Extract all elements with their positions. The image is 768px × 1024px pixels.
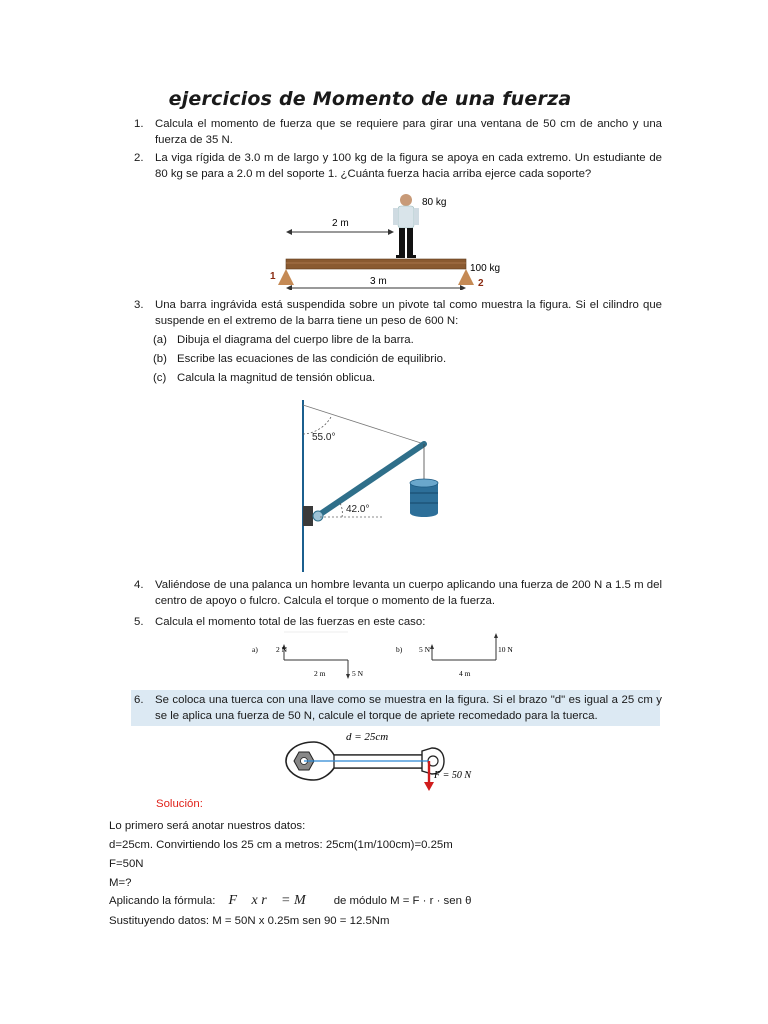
exercise-1 [134, 116, 662, 148]
wrench-figure [282, 728, 492, 794]
beam-mass-label: 100 kg [470, 263, 501, 274]
length-label: 3 m [370, 276, 387, 287]
exercise-number: 4. [134, 579, 144, 591]
exercise-text: La viga rígida de 3.0 m de largo y 100 kg de la figura se apoya en cada extremo. Un estudiante de 80 kg se para a 2.0 m del soporte 1. ¿Cuánta fuerza hacia arriba ejerce cada soporte? [155, 152, 662, 180]
arm-length-label: d = 25cm [346, 731, 389, 743]
cylinder-weight [410, 479, 438, 517]
exercise-number: 1. [134, 118, 144, 130]
beam-figure [262, 186, 512, 290]
exercise-3-part-c: (c) Calcula la magnitud de tensión oblicua. [153, 372, 376, 384]
solution-line: M=? [109, 877, 132, 889]
substitution-line: Sustituyendo datos: M = 50N x 0.25m sen 90 = 12.5Nm [109, 915, 390, 927]
formula-intro: Aplicando la fórmula: [109, 895, 216, 907]
case-b-distance: 4 m [459, 669, 471, 678]
exercise-number: 6. [134, 694, 144, 706]
page-title: ejercicios de Momento de una fuerza [168, 88, 572, 110]
angle-top-label: 55.0° [312, 432, 336, 443]
case-b-right-force: 10 N [498, 645, 513, 654]
solution-line: Lo primero será anotar nuestros datos: [109, 820, 306, 832]
exercise-3-part-b: (b) Escribe las ecuaciones de las condición de equilibrio. [153, 353, 447, 365]
exercise-2 [134, 150, 662, 182]
person-mass-label: 80 kg [422, 197, 447, 208]
exercise-number: 3. [134, 299, 144, 311]
beam [286, 259, 466, 269]
exercise-text: Se coloca una tuerca con una llave como se muestra en la figura. Si el brazo "d" es igual a 25 cm y se le aplica una fuerza de 50 N, calcule el torque de apriete recomedado para la tuerca. [155, 694, 662, 722]
exercise-text: Calcula el momento de fuerza que se requiere para girar una ventana de 50 cm de ancho y una fuerza de 35 N. [155, 118, 662, 146]
formula-line [109, 893, 471, 909]
formula: F⃗ x r⃗ = M⃗ [228, 893, 317, 908]
support-1 [278, 269, 294, 285]
solution-title: Solución: [156, 798, 203, 810]
support-1-label: 1 [270, 271, 276, 282]
case-b-label: b) [396, 645, 403, 654]
exercise-text: Valiéndose de una palanca un hombre levanta un cuerpo aplicando una fuerza de 200 N a 1.5 m del centro de apoyo o fulcro. Calcula el torque o momento de la fuerza. [155, 579, 662, 607]
support-2-label: 2 [478, 278, 484, 289]
exercise-3-part-a: (a) Dibuja el diagrama del cuerpo libre de la barra. [153, 334, 414, 346]
force-label: F = 50 N [434, 770, 472, 781]
student-figure [393, 194, 419, 258]
exercise-text: Una barra ingrávida está suspendida sobre un pivote tal como muestra la figura. Si el cilindro que suspende en el extremo de la barra tiene un peso de 600 N: [155, 299, 662, 327]
wall-bracket [303, 506, 313, 526]
exercise-number: 5. [134, 616, 144, 628]
case-a-left-force: 2 N [276, 645, 288, 654]
pivot-bar-figure [290, 396, 450, 574]
exercise-6 [134, 692, 662, 724]
case-a-distance: 2 m [314, 669, 326, 678]
case-b-left-force: 5 N [419, 645, 431, 654]
exercise-number: 2. [134, 152, 144, 164]
solution-line: F=50N [109, 858, 144, 870]
bar [316, 444, 424, 517]
exercise-3 [134, 297, 662, 329]
exercise-text: Calcula el momento total de las fuerzas en este caso: [155, 616, 426, 628]
exercise-4 [134, 577, 662, 609]
distance-label: 2 m [332, 218, 349, 229]
angle-bottom-label: 42.0° [346, 504, 370, 515]
solution-line: d=25cm. Convirtiendo los 25 cm a metros: 25cm(1m/100cm)=0.25m [109, 839, 453, 851]
case-a-label: a) [252, 645, 258, 654]
case-a-right-force: 5 N [352, 669, 364, 678]
formula-modulo: de módulo M = F · r · sen θ [333, 895, 472, 907]
exercise-5 [134, 614, 662, 630]
forces-figure [244, 630, 526, 686]
